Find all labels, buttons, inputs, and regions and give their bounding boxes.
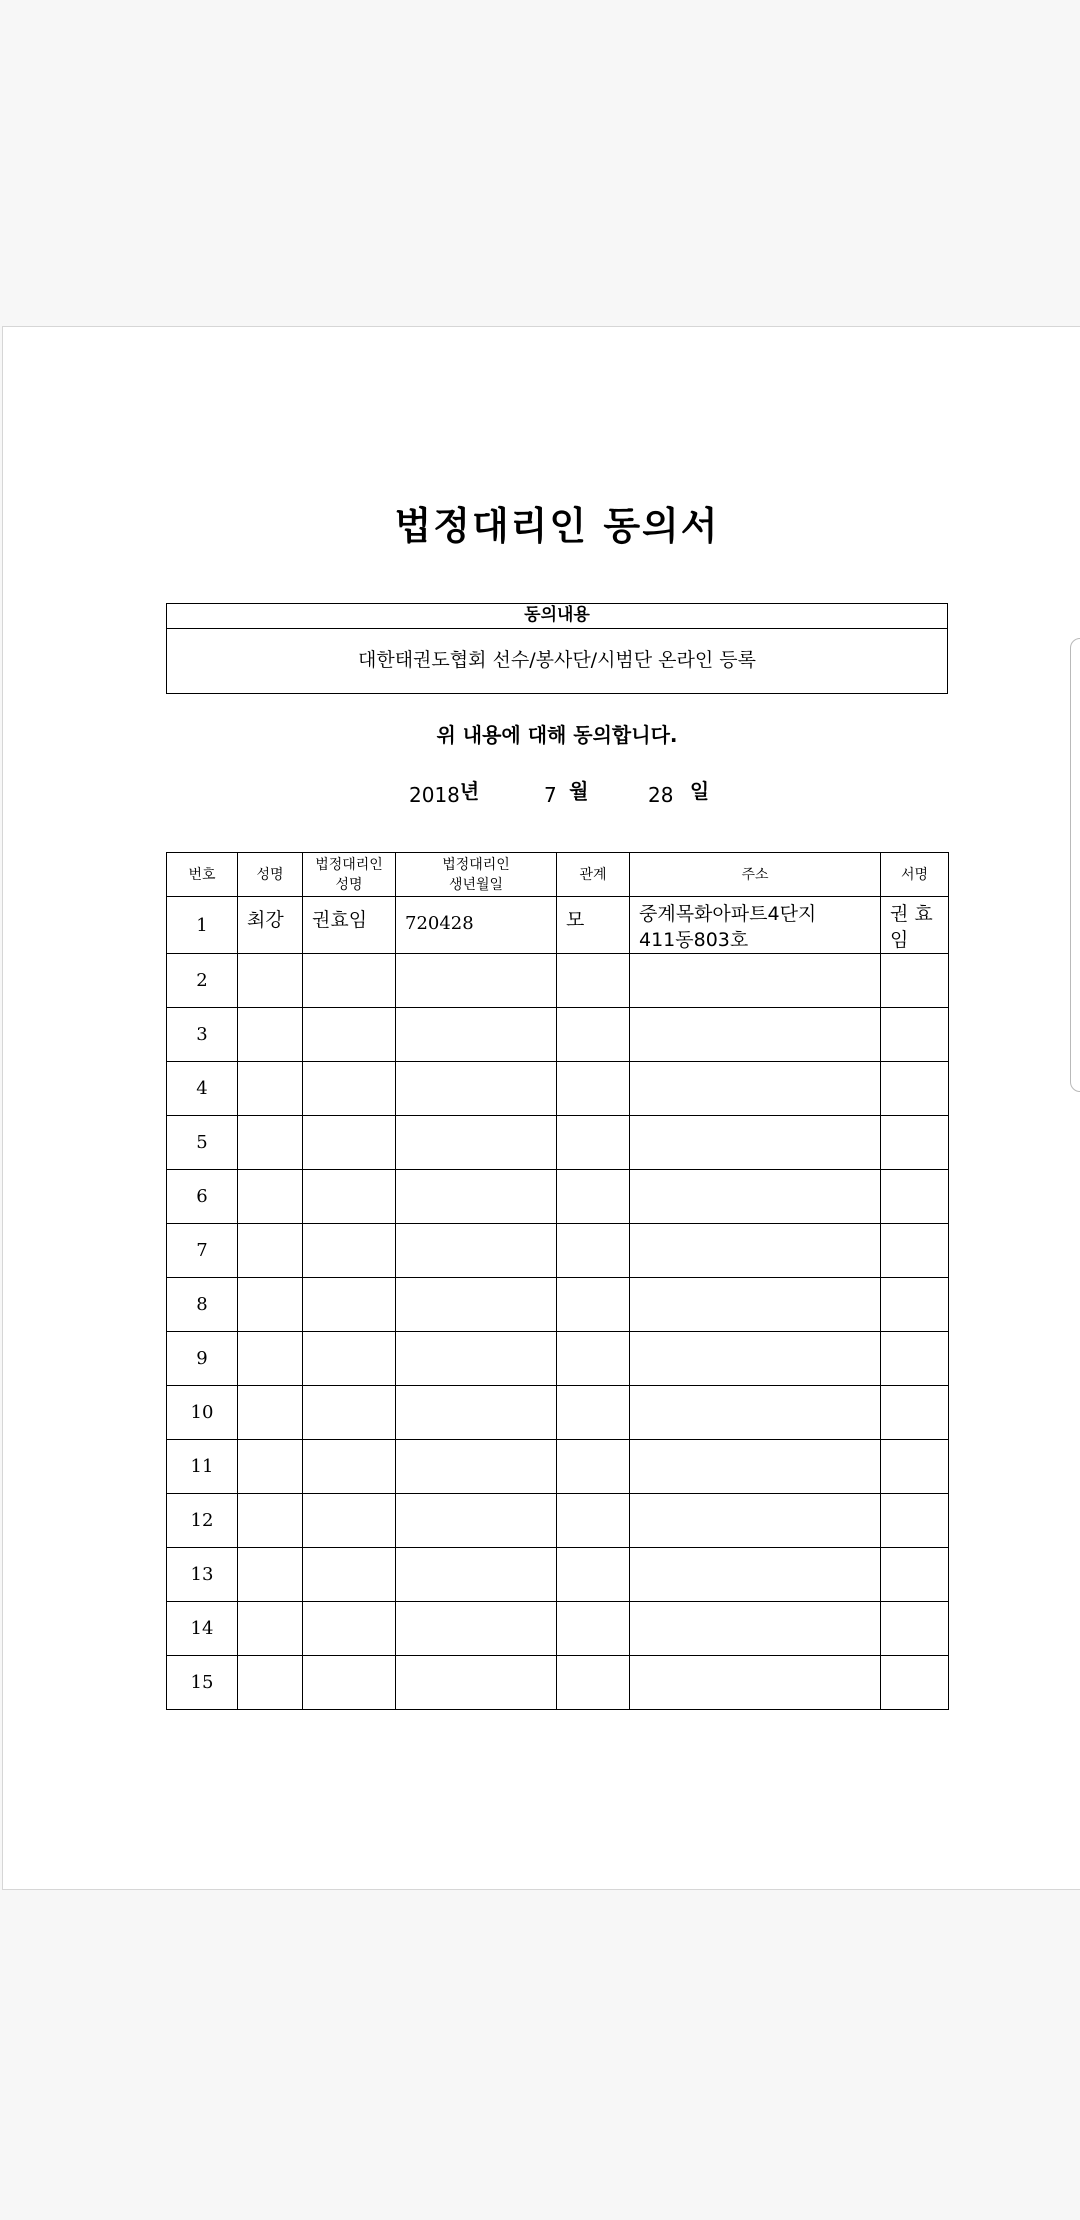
date-month-unit: 월: [569, 779, 589, 803]
cell-guardian-name: 권효임: [303, 897, 396, 954]
cell-relation: 모: [557, 897, 630, 954]
document-page: [2, 326, 1080, 1890]
date-year-value: 2018: [409, 783, 460, 807]
table-row: [167, 1440, 949, 1494]
address-line-2: 411동803호: [639, 929, 749, 951]
guardian-table: [166, 852, 949, 1710]
consent-body: 대한태권도협회 선수/봉사단/시범단 온라인 등록: [357, 649, 756, 671]
header-signature: 서명: [881, 853, 949, 897]
page-title: 법정대리인 동의서: [394, 504, 720, 548]
cell-no: 11: [167, 1440, 238, 1494]
table-row: [167, 1656, 949, 1710]
cell-signature: [881, 897, 949, 954]
cell-no: 9: [167, 1332, 238, 1386]
header-guardian-name: 법정대리인 성명: [303, 853, 396, 897]
date-year: [409, 779, 479, 808]
table-row: [167, 1278, 949, 1332]
header-address: 주소: [630, 853, 881, 897]
cell-no: 12: [167, 1494, 238, 1548]
cell-guardian-birth: 720428: [396, 897, 557, 954]
cell-no: 4: [167, 1062, 238, 1116]
cell-no: 1: [167, 897, 238, 954]
table-row: [167, 1062, 949, 1116]
date-month: [544, 779, 588, 808]
cell-address: [630, 897, 881, 954]
cell-no: 2: [167, 954, 238, 1008]
signature-line-2: 임: [890, 929, 909, 951]
scroll-handle[interactable]: [1070, 638, 1080, 1092]
table-row: [167, 1116, 949, 1170]
consent-box: [166, 603, 948, 694]
table-row: [167, 1008, 949, 1062]
table-row: [167, 1332, 949, 1386]
cell-no: 8: [167, 1278, 238, 1332]
table-row: [167, 1386, 949, 1440]
cell-no: 7: [167, 1224, 238, 1278]
date-day-value: 28: [648, 783, 674, 807]
date-year-unit: 년: [459, 779, 480, 803]
cell-no: 15: [167, 1656, 238, 1710]
table-header-row: [167, 853, 949, 897]
date-day: [648, 779, 709, 808]
header-relation: 관계: [557, 853, 630, 897]
table-row: [167, 897, 949, 954]
cell-no: 6: [167, 1170, 238, 1224]
table-row: [167, 1548, 949, 1602]
agree-statement: 위 내용에 대해 동의합니다.: [436, 723, 678, 747]
table-row: [167, 954, 949, 1008]
cell-no: 3: [167, 1008, 238, 1062]
signature-line-1: 권 효: [890, 903, 933, 925]
header-name: 성명: [238, 853, 303, 897]
consent-header: 동의내용: [167, 604, 947, 629]
cell-no: 14: [167, 1602, 238, 1656]
cell-no: 10: [167, 1386, 238, 1440]
cell-no: 5: [167, 1116, 238, 1170]
cell-no: 13: [167, 1548, 238, 1602]
table-row: [167, 1494, 949, 1548]
date-month-value: 7: [544, 783, 557, 807]
header-guardian-birth: 법정대리인 생년월일: [396, 853, 557, 897]
table-row: [167, 1224, 949, 1278]
date-day-unit: 일: [689, 779, 710, 803]
header-no: 번호: [167, 853, 238, 897]
table-row: [167, 1170, 949, 1224]
address-line-1: 중계목화아파트4단지: [639, 903, 817, 925]
table-row: [167, 1602, 949, 1656]
cell-name: 최강: [238, 897, 303, 954]
